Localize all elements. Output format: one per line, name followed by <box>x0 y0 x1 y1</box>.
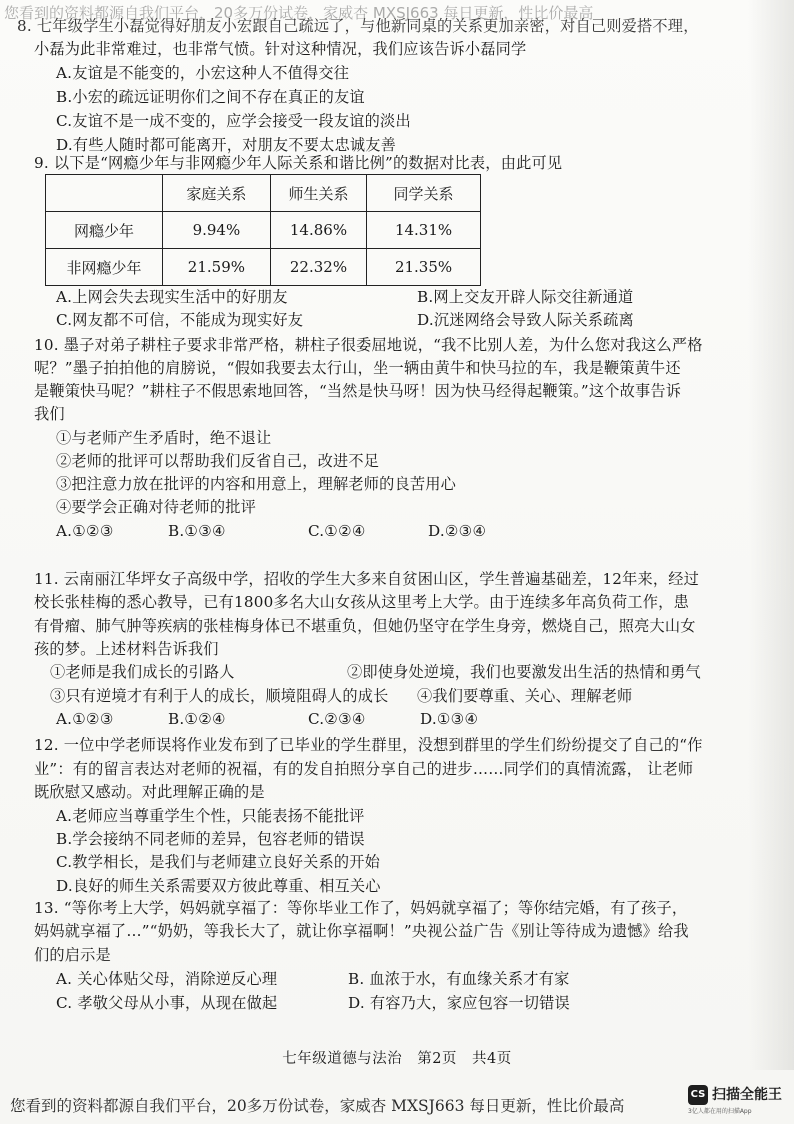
q8-option-a: A.友谊是不能变的，小宏这种人不值得交往 <box>56 64 350 82</box>
watermark-top: 您看到的资料都源自我们平台，20多万份试卷，家威杏 MXSJ663 每日更新，性比价最高 <box>4 4 594 22</box>
table-cell: 网瘾少年 <box>46 212 163 249</box>
q12-option-a: A.老师应当尊重学生个性，只能表扬不能批评 <box>56 807 365 825</box>
q11-option-a: A.①②③ <box>56 710 114 728</box>
table-header-cell: 同学关系 <box>367 175 481 212</box>
table-row <box>46 249 481 286</box>
q9-stem: 9. 以下是“网瘾少年与非网瘾少年人际关系和谐比例”的数据对比表，由此可见 <box>34 154 563 172</box>
q11-item-2: ②即使身处逆境，我们也要激发出生活的热情和勇气 <box>347 663 701 681</box>
table-cell: 21.59% <box>162 249 270 286</box>
q13-option-b: B. 血浓于水，有血缘关系才有家 <box>348 970 570 988</box>
table-cell: 9.94% <box>162 212 270 249</box>
table-cell: 21.35% <box>367 249 481 286</box>
q13-option-d: D. 有容乃大，家应包容一切错误 <box>348 994 570 1012</box>
q8-option-c: C.友谊不是一成不变的，应学会接受一段友谊的淡出 <box>56 112 411 130</box>
q10-stem-line4: 我们 <box>34 405 65 423</box>
q8-option-d: D.有些人随时都可能离开，对朋友不要太忠诚友善 <box>56 136 396 154</box>
q12-stem-line3: 既欣慰又感动。对此理解正确的是 <box>34 783 265 801</box>
q10-stem-line2: 呢？”墨子拍拍他的肩膀说，“假如我要去太行山，坐一辆由黄牛和快马拉的车，我是鞭策黄牛还 <box>34 359 681 377</box>
q11-stem-line3: 有骨瘤、肺气肿等疾病的张桂梅身体已不堪重负，但她仍坚守在学生身旁，燃烧自己，照亮大山女 <box>34 617 696 635</box>
table-cell: 14.31% <box>367 212 481 249</box>
q13-option-c: C. 孝敬父母从小事，从现在做起 <box>56 994 278 1012</box>
table-header-row <box>46 175 481 212</box>
q12-stem-line1: 12. 一位中学老师误将作业发布到了已毕业的学生群里，没想到群里的学生们纷纷提交了自己的“作 <box>34 736 703 754</box>
q10-option-c: C.①②④ <box>308 522 366 540</box>
table-header-cell <box>46 175 163 212</box>
q12-option-d: D.良好的师生关系需要双方彼此尊重、相互关心 <box>56 877 381 895</box>
q10-item-2: ②老师的批评可以帮助我们反省自己，改进不足 <box>56 452 380 470</box>
table-row <box>46 212 481 249</box>
q11-option-d: D.①③④ <box>420 710 479 728</box>
page-footer: 七年级道德与法治 第2页 共4页 <box>282 1051 512 1067</box>
q12-option-c: C.教学相长，是我们与老师建立良好关系的开始 <box>56 853 381 871</box>
q9-option-d: D.沉迷网络会导致人际关系疏离 <box>417 311 634 329</box>
scanner-tagline: 3亿人都在用的扫描App <box>688 1108 752 1115</box>
q11-item-3: ③只有逆境才有利于人的成长，顺境阻碍人的成长 <box>50 687 389 705</box>
q8-stem-line2: 小磊为此非常难过，也非常气愤。针对这种情况，我们应该告诉小磊同学 <box>34 40 527 58</box>
q10-option-b: B.①③④ <box>168 522 226 540</box>
q11-item-1: ①老师是我们成长的引路人 <box>50 663 235 681</box>
q9-option-b: B.网上交友开辟人际交往新通道 <box>417 288 634 306</box>
q10-stem-line1: 10. 墨子对弟子耕柱子要求非常严格，耕柱子很委屈地说，“我不比别人差，为什么您对我这么严格 <box>34 336 703 354</box>
q11-stem-line1: 11. 云南丽江华坪女子高级中学，招收的学生大多来自贫困山区，学生普遍基础差，12年来，经过 <box>34 570 700 588</box>
q10-item-1: ①与老师产生矛盾时，绝不退让 <box>56 429 272 447</box>
q11-option-b: B.①②④ <box>168 710 226 728</box>
relationship-data-table <box>45 174 481 286</box>
scanner-app-name: 扫描全能王 <box>712 1087 782 1103</box>
q10-option-d: D.②③④ <box>428 522 487 540</box>
q9-option-a: A.上网会失去现实生活中的好朋友 <box>56 288 288 306</box>
q11-option-c: C.②③④ <box>308 710 366 728</box>
q9-option-c: C.网友都不可信，不能成为现实好友 <box>56 311 304 329</box>
q11-stem-line4: 孩的梦。上述材料告诉我们 <box>34 640 219 658</box>
table-header-cell: 家庭关系 <box>162 175 270 212</box>
scan-shadow-edge <box>748 0 794 1070</box>
q13-stem-line2: 妈妈就享福了…”“奶奶，等我长大了，就让你享福啊！”央视公益广告《别让等待成为遗憾》给我 <box>34 922 689 940</box>
q11-stem-line2: 校长张桂梅的悉心教导，已有1800多名大山女孩从这里考上大学。由于连续多年高负荷工作，患 <box>34 593 689 611</box>
q10-stem-line3: 是鞭策快马呢？”耕柱子不假思索地回答，“当然是快马呀！因为快马经得起鞭策。”这个故事告诉 <box>34 382 682 400</box>
q10-item-3: ③把注意力放在批评的内容和用意上，理解老师的良苦用心 <box>56 475 457 493</box>
q11-item-4: ④我们要尊重、关心、理解老师 <box>417 687 633 705</box>
q13-option-a: A. 关心体贴父母，消除逆反心理 <box>56 970 278 988</box>
q13-stem-line1: 13. “等你考上大学，妈妈就享福了：等你毕业工作了，妈妈就享福了；等你结完婚，有了孩子， <box>34 899 688 917</box>
table-cell: 非网瘾少年 <box>46 249 163 286</box>
q12-option-b: B.学会接纳不同老师的差异，包容老师的错误 <box>56 830 365 848</box>
table-cell: 14.86% <box>270 212 366 249</box>
q10-item-4: ④要学会正确对待老师的批评 <box>56 498 257 516</box>
q12-stem-line2: 业”：有的留言表达对老师的祝福，有的发自拍照分享自己的进步……同学们的真情流露， 让老师 <box>34 760 694 778</box>
q8-stem-line1: 8. 七年级学生小磊觉得好朋友小宏跟自己疏远了，与他新同桌的关系更加亲密，对自己则爱搭不理， <box>17 17 699 35</box>
q10-option-a: A.①②③ <box>56 522 114 540</box>
scanner-logo <box>688 1084 788 1114</box>
q13-stem-line3: 们的启示是 <box>34 946 111 964</box>
table-header-cell: 师生关系 <box>270 175 366 212</box>
q8-option-b: B.小宏的疏远证明你们之间不存在真正的友谊 <box>56 88 365 106</box>
table-cell: 22.32% <box>270 249 366 286</box>
bottom-ad-text: 您看到的资料都源自我们平台，20多万份试卷，家威杏 MXSJ663 每日更新，性比价最高 <box>10 1097 625 1115</box>
camscanner-icon: CS <box>688 1085 708 1105</box>
